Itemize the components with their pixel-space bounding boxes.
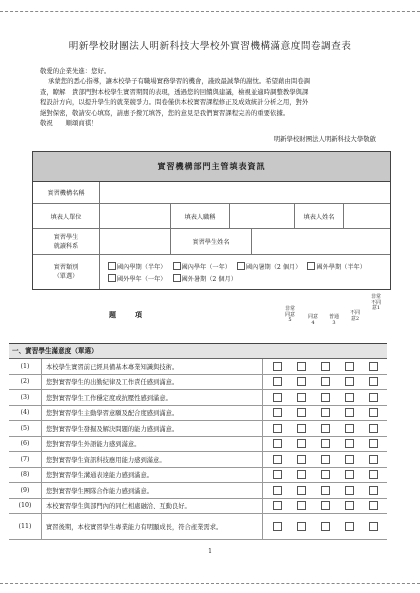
question-text: 本校實習學生與部門內的同仁相處融洽、互動良好。 — [42, 499, 263, 514]
top-dashed-line — [0, 11, 420, 12]
rating-checkbox[interactable] — [297, 455, 306, 464]
rating-checkbox[interactable] — [297, 470, 306, 479]
rating-checkbox[interactable] — [321, 377, 330, 386]
question-number: (3) — [9, 390, 42, 405]
scale-strongly-disagree: 非常不同意1 — [371, 294, 382, 312]
rating-checkbox[interactable] — [297, 377, 306, 386]
rating-choices — [263, 359, 387, 374]
rating-checkbox[interactable] — [369, 522, 378, 531]
question-text: 您對實習學生工作穩定度或抗壓性感到滿意。 — [42, 390, 263, 405]
topic-heading: 題 項 — [109, 310, 148, 319]
option-domestic-year[interactable]: 國內學年（一年） — [173, 262, 232, 271]
org-field[interactable] — [100, 182, 390, 203]
rating-checkbox[interactable] — [345, 470, 354, 479]
question-text: 您對實習學生發掘及解決問題的能力感到滿意。 — [42, 421, 263, 436]
checkbox-icon — [307, 262, 315, 270]
rating-choices — [263, 421, 387, 436]
rating-choices — [263, 514, 387, 539]
table-row — [9, 375, 387, 391]
rating-checkbox[interactable] — [321, 439, 330, 448]
option-overseas-year[interactable]: 國外學年（一年） — [108, 274, 167, 283]
dept-field[interactable] — [100, 229, 171, 254]
checkbox-icon — [173, 274, 181, 282]
satisfaction-survey — [9, 295, 387, 540]
rating-checkbox[interactable] — [273, 470, 282, 479]
question-text: 實習後期，本校實習學生專業能力有明顯成長，符合產業需求。 — [42, 514, 263, 539]
rating-checkbox[interactable] — [273, 362, 282, 371]
name-field[interactable] — [344, 204, 390, 228]
rating-checkbox[interactable] — [369, 408, 378, 417]
letter-closing: 敬祝 順頌商祺！ — [40, 119, 98, 127]
table-row — [9, 421, 387, 437]
question-number: (5) — [9, 421, 42, 436]
question-number: (8) — [9, 468, 42, 483]
survey-header — [9, 295, 387, 344]
rating-choices — [263, 483, 387, 498]
category-options — [100, 255, 390, 289]
rating-checkbox[interactable] — [297, 486, 306, 495]
rating-checkbox[interactable] — [321, 522, 330, 531]
student-name-label: 實習學生姓名 — [171, 229, 252, 254]
rating-checkbox[interactable] — [345, 455, 354, 464]
question-text: 您對實習學生的出勤紀律及工作責任感到滿意。 — [42, 375, 263, 390]
scale-strongly-agree: 非常同意5 — [285, 306, 296, 324]
option-overseas-summer[interactable]: 國外暑期（2 個月） — [173, 274, 237, 283]
rating-checkbox[interactable] — [369, 377, 378, 386]
question-text: 您對實習學生主動學習意願及配合度感到滿意。 — [42, 406, 263, 421]
letter-line-4: 絕對保密，敬請安心填寫，請惠予撥冗填答，您的意見是我們實習課程完善的重要依據。 — [40, 109, 290, 117]
dept-label: 實習學生 就讀科系 — [33, 229, 100, 254]
option-domestic-semester[interactable]: 國內學期（半年） — [108, 262, 167, 271]
rating-checkbox[interactable] — [321, 486, 330, 495]
bottom-dashed-line — [0, 583, 420, 584]
person-row — [33, 204, 390, 229]
rating-checkbox[interactable] — [297, 501, 306, 510]
org-label: 實習機構名稱 — [33, 182, 100, 203]
rating-checkbox[interactable] — [369, 455, 378, 464]
question-list — [9, 359, 387, 540]
rating-checkbox[interactable] — [273, 522, 282, 531]
rating-checkbox[interactable] — [369, 501, 378, 510]
scale-neutral: 普通3 — [329, 314, 340, 326]
rating-checkbox[interactable] — [297, 393, 306, 402]
rating-checkbox[interactable] — [321, 501, 330, 510]
question-number: (7) — [9, 452, 42, 467]
unit-field[interactable] — [100, 204, 171, 228]
category-label: 實習類別 （單選） — [33, 255, 100, 289]
rating-checkbox[interactable] — [345, 486, 354, 495]
table-row — [9, 514, 387, 540]
rating-checkbox[interactable] — [369, 439, 378, 448]
rating-checkbox[interactable] — [321, 393, 330, 402]
rating-choices — [263, 468, 387, 483]
scale-agree: 同意4 — [308, 314, 319, 326]
question-number: (1) — [9, 359, 42, 374]
rating-choices — [263, 452, 387, 467]
table-row — [9, 452, 387, 468]
rating-checkbox[interactable] — [273, 439, 282, 448]
question-number: (9) — [9, 483, 42, 498]
rating-checkbox[interactable] — [369, 362, 378, 371]
rating-checkbox[interactable] — [273, 455, 282, 464]
letter-line-2: 查，瞭解 貴部門對本校學生實習期間的表現，透過您的回饋與建議，檢視並適時調整教學與課 — [40, 88, 309, 96]
question-text: 您對實習學生溝通表達能力感到滿意。 — [42, 468, 263, 483]
rating-checkbox[interactable] — [297, 424, 306, 433]
option-overseas-semester[interactable]: 國外學期（半年） — [307, 262, 366, 271]
checkbox-icon — [173, 262, 181, 270]
question-text: 本校學生實習前已經具備基本專業知識與技術。 — [42, 359, 263, 374]
rating-checkbox[interactable] — [369, 470, 378, 479]
rating-checkbox[interactable] — [321, 470, 330, 479]
table-row — [9, 390, 387, 406]
rating-checkbox[interactable] — [369, 424, 378, 433]
rating-choices — [263, 375, 387, 390]
rating-checkbox[interactable] — [297, 522, 306, 531]
table-row — [9, 359, 387, 375]
rating-checkbox[interactable] — [297, 439, 306, 448]
rating-choices — [263, 406, 387, 421]
title-label: 填表人職稱 — [171, 204, 230, 228]
question-text: 您對實習學生外語能力感到滿意。 — [42, 437, 263, 452]
rating-checkbox[interactable] — [321, 455, 330, 464]
rating-checkbox[interactable] — [321, 362, 330, 371]
title-field[interactable] — [230, 204, 295, 228]
rating-checkbox[interactable] — [345, 377, 354, 386]
rating-checkbox[interactable] — [297, 362, 306, 371]
option-domestic-summer[interactable]: 國內暑期（2 個月） — [237, 262, 301, 271]
question-text: 您對實習學生團隊合作能力感到滿意。 — [42, 483, 263, 498]
checkbox-icon — [108, 262, 116, 270]
org-row — [33, 182, 390, 204]
question-number: (6) — [9, 437, 42, 452]
table-row — [9, 468, 387, 484]
rating-checkbox[interactable] — [345, 408, 354, 417]
category-row — [33, 255, 390, 289]
question-number: (11) — [9, 514, 42, 539]
section-heading: 一、實習學生滿意度（單選） — [9, 344, 387, 359]
rating-checkbox[interactable] — [273, 501, 282, 510]
rating-checkbox[interactable] — [345, 393, 354, 402]
table-row — [9, 483, 387, 499]
rating-choices — [263, 499, 387, 514]
table-row — [9, 499, 387, 515]
rating-checkbox[interactable] — [273, 408, 282, 417]
rating-checkbox[interactable] — [273, 424, 282, 433]
table-row — [9, 437, 387, 453]
name-label: 填表人姓名 — [295, 204, 344, 228]
rating-checkbox[interactable] — [369, 486, 378, 495]
unit-label: 填表人單位 — [33, 204, 100, 228]
student-row — [33, 229, 390, 255]
rating-checkbox[interactable] — [345, 362, 354, 371]
checkbox-icon — [237, 262, 245, 270]
rating-checkbox[interactable] — [273, 377, 282, 386]
letter-line-1: 承蒙您的悉心指導，讓本校學子有職場實務學習的機會，謹致最誠摯的謝忱。希望藉由問卷調 — [48, 77, 311, 85]
letter-signature: 明新學校財團法人明新科技大學敬啟 — [273, 135, 376, 143]
rating-choices — [263, 390, 387, 405]
question-number: (2) — [9, 375, 42, 390]
page-number: 1 — [208, 548, 212, 555]
rating-checkbox[interactable] — [345, 439, 354, 448]
checkbox-icon — [108, 274, 116, 282]
rating-checkbox[interactable] — [321, 424, 330, 433]
question-text: 您對實習學生資訊科技應用能力感到滿意。 — [42, 452, 263, 467]
student-name-field[interactable] — [252, 229, 390, 254]
rating-checkbox[interactable] — [321, 408, 330, 417]
rating-checkbox[interactable] — [273, 486, 282, 495]
rating-checkbox[interactable] — [273, 393, 282, 402]
rating-choices — [263, 437, 387, 452]
contact-info-form — [32, 151, 391, 290]
page-title: 明新學校財團法人明新科技大學校外實習機構滿意度問卷調查表 — [68, 41, 352, 52]
scale-disagree: 不同意2 — [350, 310, 361, 322]
rating-checkbox[interactable] — [345, 424, 354, 433]
letter-line-3: 程設計方向，以提升學生的就業競爭力。問卷僅供本校實習課程修正及成效統計分析之用，對外 — [40, 98, 309, 106]
question-number: (4) — [9, 406, 42, 421]
question-number: (10) — [9, 499, 42, 514]
rating-checkbox[interactable] — [345, 501, 354, 510]
letter-greeting: 敬愛的企業先進：您好。 — [40, 67, 111, 75]
rating-checkbox[interactable] — [369, 393, 378, 402]
rating-checkbox[interactable] — [297, 408, 306, 417]
table-row — [9, 406, 387, 422]
form-header: 實習機構部門主管填表資訊 — [33, 152, 390, 182]
rating-checkbox[interactable] — [345, 522, 354, 531]
